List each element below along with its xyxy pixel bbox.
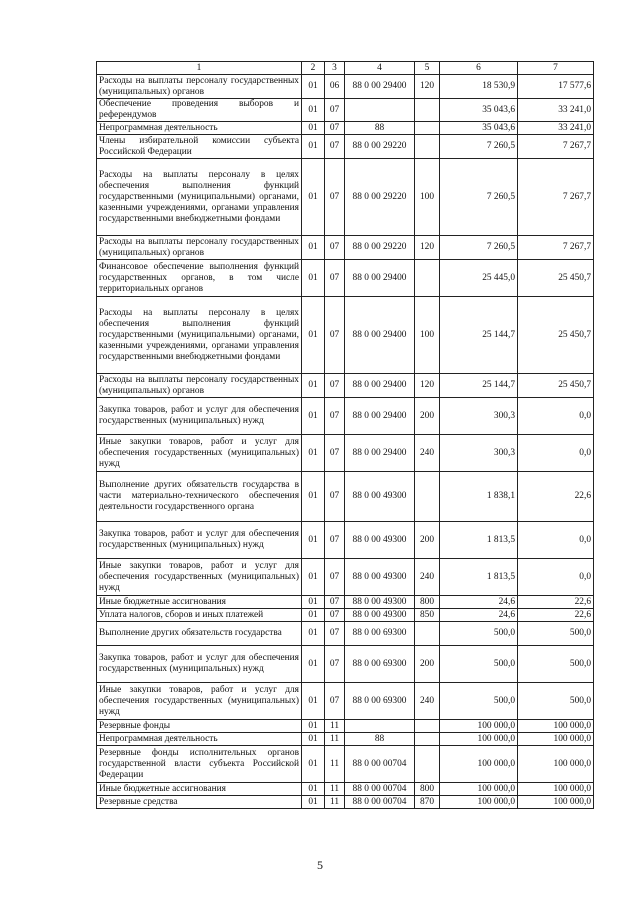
- section-code: 01: [302, 622, 325, 646]
- target-item-code: 88 0 00 29400: [345, 398, 415, 435]
- expense-type-code: 240: [415, 683, 440, 720]
- expense-type-code: 120: [415, 75, 440, 99]
- expense-type-code: 240: [415, 559, 440, 596]
- subsection-code: 07: [325, 260, 345, 297]
- row-name: Расходы на выплаты персоналу государственных (муниципальных) органов: [97, 75, 302, 99]
- target-item-code: 88 0 00 49300: [345, 559, 415, 596]
- section-code: 01: [302, 646, 325, 683]
- section-code: 01: [302, 122, 325, 135]
- table-row: [97, 398, 594, 435]
- target-item-code: 88: [345, 733, 415, 746]
- amount-col6: 100 000,0: [440, 783, 518, 796]
- target-item-code: 88 0 00 69300: [345, 683, 415, 720]
- expense-type-code: 200: [415, 398, 440, 435]
- amount-col6: 24,6: [440, 609, 518, 622]
- section-code: 01: [302, 796, 325, 809]
- target-item-code: 88 0 00 69300: [345, 622, 415, 646]
- column-header: 5: [415, 62, 440, 75]
- column-header: 7: [518, 62, 594, 75]
- subsection-code: 11: [325, 783, 345, 796]
- section-code: 01: [302, 135, 325, 159]
- section-code: 01: [302, 559, 325, 596]
- amount-col6: 500,0: [440, 622, 518, 646]
- amount-col7: 25 450,7: [518, 260, 594, 297]
- amount-col6: 1 813,5: [440, 559, 518, 596]
- amount-col6: 25 144,7: [440, 374, 518, 398]
- row-name: Резервные средства: [97, 796, 302, 809]
- amount-col6: 35 043,6: [440, 122, 518, 135]
- section-code: 01: [302, 297, 325, 374]
- section-code: 01: [302, 472, 325, 522]
- row-name: Иные бюджетные ассигнования: [97, 596, 302, 609]
- expense-type-code: [415, 720, 440, 733]
- subsection-code: 06: [325, 75, 345, 99]
- subsection-code: 07: [325, 99, 345, 122]
- amount-col6: 1 813,5: [440, 522, 518, 559]
- table-row: [97, 122, 594, 135]
- section-code: 01: [302, 75, 325, 99]
- amount-col7: 100 000,0: [518, 746, 594, 783]
- table-row: [97, 720, 594, 733]
- amount-col7: 7 267,7: [518, 159, 594, 236]
- expense-type-code: 800: [415, 783, 440, 796]
- table-row: [97, 99, 594, 122]
- amount-col7: 33 241,0: [518, 122, 594, 135]
- target-item-code: 88 0 00 69300: [345, 646, 415, 683]
- section-code: 01: [302, 609, 325, 622]
- target-item-code: 88 0 00 00704: [345, 746, 415, 783]
- section-code: 01: [302, 522, 325, 559]
- subsection-code: 07: [325, 135, 345, 159]
- table-row: [97, 522, 594, 559]
- section-code: 01: [302, 683, 325, 720]
- budget-table: [96, 61, 594, 809]
- target-item-code: 88: [345, 122, 415, 135]
- header-row: [97, 62, 594, 75]
- target-item-code: 88 0 00 49300: [345, 472, 415, 522]
- amount-col7: 100 000,0: [518, 796, 594, 809]
- expense-type-code: [415, 122, 440, 135]
- amount-col6: 300,3: [440, 398, 518, 435]
- expense-type-code: [415, 733, 440, 746]
- amount-col6: 500,0: [440, 646, 518, 683]
- table-row: [97, 733, 594, 746]
- row-name: Финансовое обеспечение выполнения функций государственных органов, в том числе территориальных органов: [97, 260, 302, 297]
- row-name: Обеспечение проведения выборов и референдумов: [97, 99, 302, 122]
- section-code: 01: [302, 398, 325, 435]
- amount-col6: 100 000,0: [440, 746, 518, 783]
- section-code: 01: [302, 236, 325, 260]
- target-item-code: 88 0 00 00704: [345, 783, 415, 796]
- target-item-code: 88 0 00 29400: [345, 435, 415, 472]
- column-header: 4: [345, 62, 415, 75]
- table-row: [97, 75, 594, 99]
- table-row: [97, 260, 594, 297]
- subsection-code: 11: [325, 733, 345, 746]
- target-item-code: [345, 99, 415, 122]
- amount-col6: 100 000,0: [440, 796, 518, 809]
- row-name: Закупка товаров, работ и услуг для обеспечения государственных (муниципальных) нужд: [97, 398, 302, 435]
- amount-col6: 100 000,0: [440, 733, 518, 746]
- table-row: [97, 559, 594, 596]
- amount-col6: 7 260,5: [440, 159, 518, 236]
- amount-col7: 7 267,7: [518, 236, 594, 260]
- expense-type-code: 850: [415, 609, 440, 622]
- target-item-code: 88 0 00 49300: [345, 522, 415, 559]
- amount-col7: 0,0: [518, 559, 594, 596]
- amount-col6: 18 530,9: [440, 75, 518, 99]
- amount-col7: 22,6: [518, 596, 594, 609]
- amount-col7: 100 000,0: [518, 720, 594, 733]
- table-body: [97, 62, 594, 809]
- section-code: 01: [302, 159, 325, 236]
- expense-type-code: [415, 746, 440, 783]
- subsection-code: 07: [325, 236, 345, 260]
- table-row: [97, 796, 594, 809]
- row-name: Иные закупки товаров, работ и услуг для обеспечения государственных (муниципальных) нужд: [97, 683, 302, 720]
- amount-col7: 0,0: [518, 435, 594, 472]
- amount-col7: 500,0: [518, 622, 594, 646]
- target-item-code: 88 0 00 29400: [345, 374, 415, 398]
- table-row: [97, 297, 594, 374]
- section-code: 01: [302, 733, 325, 746]
- row-name: Члены избирательной комиссии субъекта Российской Федерации: [97, 135, 302, 159]
- table-row: [97, 596, 594, 609]
- section-code: 01: [302, 783, 325, 796]
- expense-type-code: [415, 99, 440, 122]
- amount-col7: 7 267,7: [518, 135, 594, 159]
- row-name: Выполнение других обязательств государства: [97, 622, 302, 646]
- target-item-code: 88 0 00 29220: [345, 135, 415, 159]
- row-name: Расходы на выплаты персоналу в целях обеспечения выполнения функций государственными (муниципальными) органами, казенными учреждениями, органами управления государственными внебюджетными фондами: [97, 159, 302, 236]
- table-row: [97, 683, 594, 720]
- row-name: Закупка товаров, работ и услуг для обеспечения государственных (муниципальных) нужд: [97, 522, 302, 559]
- subsection-code: 07: [325, 159, 345, 236]
- amount-col7: 0,0: [518, 398, 594, 435]
- expense-type-code: 200: [415, 522, 440, 559]
- row-name: Иные закупки товаров, работ и услуг для обеспечения государственных (муниципальных) нужд: [97, 435, 302, 472]
- amount-col6: 300,3: [440, 435, 518, 472]
- target-item-code: 88 0 00 49300: [345, 596, 415, 609]
- section-code: 01: [302, 260, 325, 297]
- amount-col6: 100 000,0: [440, 720, 518, 733]
- target-item-code: [345, 720, 415, 733]
- amount-col6: 25 445,0: [440, 260, 518, 297]
- target-item-code: 88 0 00 29220: [345, 159, 415, 236]
- column-header: 2: [302, 62, 325, 75]
- amount-col6: 7 260,5: [440, 135, 518, 159]
- subsection-code: 07: [325, 297, 345, 374]
- section-code: 01: [302, 746, 325, 783]
- amount-col7: 22,6: [518, 472, 594, 522]
- amount-col6: 35 043,6: [440, 99, 518, 122]
- target-item-code: 88 0 00 29220: [345, 236, 415, 260]
- column-header: 1: [97, 62, 302, 75]
- expense-type-code: 200: [415, 646, 440, 683]
- table-row: [97, 374, 594, 398]
- row-name: Иные закупки товаров, работ и услуг для обеспечения государственных (муниципальных) нужд: [97, 559, 302, 596]
- amount-col7: 100 000,0: [518, 733, 594, 746]
- row-name: Расходы на выплаты персоналу государственных (муниципальных) органов: [97, 374, 302, 398]
- expense-type-code: 800: [415, 596, 440, 609]
- expense-type-code: [415, 622, 440, 646]
- table-row: [97, 622, 594, 646]
- column-header: 3: [325, 62, 345, 75]
- row-name: Закупка товаров, работ и услуг для обеспечения государственных (муниципальных) нужд: [97, 646, 302, 683]
- subsection-code: 07: [325, 622, 345, 646]
- row-name: Непрограммная деятельность: [97, 122, 302, 135]
- expense-type-code: 870: [415, 796, 440, 809]
- target-item-code: 88 0 00 29400: [345, 297, 415, 374]
- expense-type-code: 100: [415, 159, 440, 236]
- expense-type-code: 120: [415, 236, 440, 260]
- subsection-code: 07: [325, 398, 345, 435]
- subsection-code: 07: [325, 559, 345, 596]
- subsection-code: 07: [325, 522, 345, 559]
- amount-col6: 24,6: [440, 596, 518, 609]
- amount-col7: 33 241,0: [518, 99, 594, 122]
- subsection-code: 07: [325, 122, 345, 135]
- row-name: Резервные фонды исполнительных органов государственной власти субъекта Российской Федерации: [97, 746, 302, 783]
- section-code: 01: [302, 720, 325, 733]
- subsection-code: 07: [325, 472, 345, 522]
- row-name: Уплата налогов, сборов и иных платежей: [97, 609, 302, 622]
- expense-type-code: 100: [415, 297, 440, 374]
- subsection-code: 07: [325, 374, 345, 398]
- amount-col6: 1 838,1: [440, 472, 518, 522]
- table-row: [97, 472, 594, 522]
- amount-col7: 25 450,7: [518, 374, 594, 398]
- page-number: 5: [317, 858, 323, 872]
- amount-col7: 22,6: [518, 609, 594, 622]
- amount-col7: 100 000,0: [518, 783, 594, 796]
- table-row: [97, 159, 594, 236]
- table-row: [97, 609, 594, 622]
- row-name: Резервные фонды: [97, 720, 302, 733]
- table-row: [97, 783, 594, 796]
- amount-col6: 500,0: [440, 683, 518, 720]
- section-code: 01: [302, 99, 325, 122]
- row-name: Непрограммная деятельность: [97, 733, 302, 746]
- target-item-code: 88 0 00 29400: [345, 260, 415, 297]
- section-code: 01: [302, 435, 325, 472]
- subsection-code: 11: [325, 746, 345, 783]
- expense-type-code: 240: [415, 435, 440, 472]
- table-row: [97, 646, 594, 683]
- row-name: Расходы на выплаты персоналу в целях обеспечения выполнения функций государственными (муниципальными) органами, казенными учреждениями, органами управления государственными внебюджетными фондами: [97, 297, 302, 374]
- section-code: 01: [302, 596, 325, 609]
- amount-col7: 25 450,7: [518, 297, 594, 374]
- subsection-code: 11: [325, 796, 345, 809]
- table-row: [97, 135, 594, 159]
- subsection-code: 11: [325, 720, 345, 733]
- amount-col6: 25 144,7: [440, 297, 518, 374]
- amount-col7: 0,0: [518, 522, 594, 559]
- section-code: 01: [302, 374, 325, 398]
- subsection-code: 07: [325, 609, 345, 622]
- expense-type-code: [415, 135, 440, 159]
- row-name: Выполнение других обязательств государства в части материально-технического обеспечения деятельности государственного органа: [97, 472, 302, 522]
- expense-type-code: [415, 472, 440, 522]
- subsection-code: 07: [325, 435, 345, 472]
- row-name: Расходы на выплаты персоналу государственных (муниципальных) органов: [97, 236, 302, 260]
- expense-type-code: [415, 260, 440, 297]
- subsection-code: 07: [325, 646, 345, 683]
- table-row: [97, 435, 594, 472]
- amount-col7: 17 577,6: [518, 75, 594, 99]
- table-row: [97, 236, 594, 260]
- subsection-code: 07: [325, 683, 345, 720]
- target-item-code: 88 0 00 49300: [345, 609, 415, 622]
- subsection-code: 07: [325, 596, 345, 609]
- column-header: 6: [440, 62, 518, 75]
- row-name: Иные бюджетные ассигнования: [97, 783, 302, 796]
- target-item-code: 88 0 00 29400: [345, 75, 415, 99]
- amount-col7: 500,0: [518, 646, 594, 683]
- expense-type-code: 120: [415, 374, 440, 398]
- target-item-code: 88 0 00 00704: [345, 796, 415, 809]
- amount-col7: 500,0: [518, 683, 594, 720]
- amount-col6: 7 260,5: [440, 236, 518, 260]
- table-row: [97, 746, 594, 783]
